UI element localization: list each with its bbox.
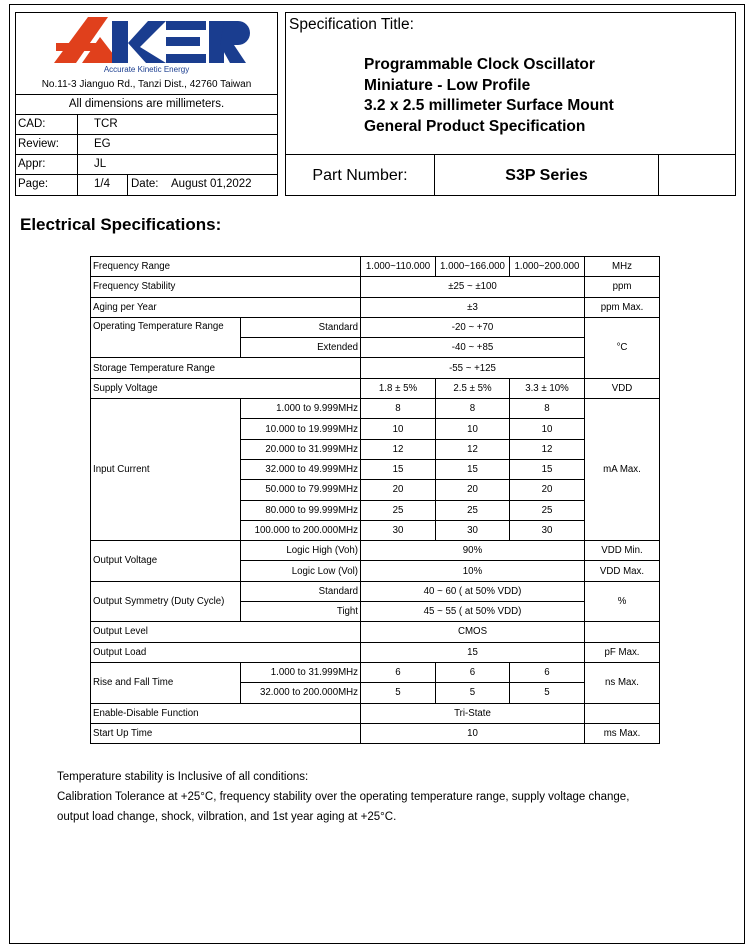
company-logo bbox=[16, 13, 277, 93]
page-date-row bbox=[16, 174, 277, 195]
title-line-1: Programmable Clock Oscillator bbox=[364, 56, 595, 73]
table-row bbox=[91, 358, 660, 378]
cad-value: TCR bbox=[94, 118, 118, 130]
param-label: Enable-Disable Function bbox=[91, 703, 361, 723]
cell-unit: mA Max. bbox=[585, 399, 660, 541]
table-row bbox=[91, 622, 660, 642]
cell-value: 1.000~166.000 bbox=[436, 257, 510, 277]
cell-value: 20 bbox=[436, 480, 510, 500]
cell-value: -40 ~ +85 bbox=[361, 338, 585, 358]
spec-title-box bbox=[285, 12, 736, 196]
table-row bbox=[91, 703, 660, 723]
cell-value: 90% bbox=[361, 541, 585, 561]
cell-value: 12 bbox=[436, 439, 510, 459]
sub-label: 32.000 to 200.000MHz bbox=[241, 683, 361, 703]
sub-label: Extended bbox=[241, 338, 361, 358]
table-row bbox=[91, 642, 660, 662]
sub-label: Logic High (Voh) bbox=[241, 541, 361, 561]
cell-value: ±25 ~ ±100 bbox=[361, 277, 585, 297]
cell-unit: MHz bbox=[585, 257, 660, 277]
cell-value: 25 bbox=[510, 500, 585, 520]
cell-value: -20 ~ +70 bbox=[361, 317, 585, 337]
cell-unit bbox=[585, 703, 660, 723]
cell-value: 15 bbox=[436, 459, 510, 479]
review-label: Review: bbox=[18, 138, 59, 150]
cell-value: 15 bbox=[361, 459, 436, 479]
cell-unit: ppm Max. bbox=[585, 297, 660, 317]
cell-value: 10 bbox=[510, 419, 585, 439]
cell-unit: ns Max. bbox=[585, 662, 660, 703]
param-label: Start Up Time bbox=[91, 723, 361, 743]
sub-label: 1.000 to 9.999MHz bbox=[241, 399, 361, 419]
spec-title bbox=[364, 55, 614, 137]
cell-value: 10 bbox=[361, 723, 585, 743]
param-label: Frequency Stability bbox=[91, 277, 361, 297]
cell-value: 45 ~ 55 ( at 50% VDD) bbox=[361, 602, 585, 622]
note-line-3: output load change, shock, vilbration, and 1st year aging at +25°C. bbox=[57, 811, 397, 823]
aker-logo-icon bbox=[16, 13, 277, 68]
dimensions-note: All dimensions are millimeters. bbox=[68, 98, 225, 110]
page-value: 1/4 bbox=[94, 178, 110, 190]
title-line-3: 3.2 x 2.5 millimeter Surface Mount bbox=[364, 97, 614, 114]
cad-row bbox=[16, 114, 277, 134]
param-label: Operating Temperature Range bbox=[91, 317, 241, 358]
sub-label: 50.000 to 79.999MHz bbox=[241, 480, 361, 500]
sub-label: 1.000 to 31.999MHz bbox=[241, 662, 361, 682]
table-row bbox=[91, 297, 660, 317]
cell-unit: VDD Min. bbox=[585, 541, 660, 561]
param-label: Output Load bbox=[91, 642, 361, 662]
cell-value: 8 bbox=[510, 399, 585, 419]
cell-value: 25 bbox=[436, 500, 510, 520]
cell-value: 5 bbox=[510, 683, 585, 703]
cell-value: 10 bbox=[436, 419, 510, 439]
company-address: No.11-3 Jianguo Rd., Tanzi Dist., 42760 Taiwan bbox=[41, 79, 252, 90]
sub-label: 10.000 to 19.999MHz bbox=[241, 419, 361, 439]
cell-value: 5 bbox=[361, 683, 436, 703]
sub-label: Logic Low (Vol) bbox=[241, 561, 361, 581]
note-line-2: Calibration Tolerance at +25°C, frequency stability over the operating temperature range, supply voltage change, bbox=[57, 791, 630, 803]
part-number-value: S3P Series bbox=[435, 155, 659, 196]
cell-unit: ppm bbox=[585, 277, 660, 297]
page-label: Page: bbox=[18, 178, 49, 190]
table-row bbox=[91, 378, 660, 398]
section-title: Electrical Specifications: bbox=[20, 215, 222, 234]
table-row bbox=[91, 257, 660, 277]
cell-value: 25 bbox=[361, 500, 436, 520]
cell-value: 12 bbox=[361, 439, 436, 459]
sub-label: Standard bbox=[241, 581, 361, 601]
cell-value: 20 bbox=[510, 480, 585, 500]
table-row bbox=[91, 662, 660, 682]
cell-unit: VDD Max. bbox=[585, 561, 660, 581]
appr-label: Appr: bbox=[18, 158, 46, 170]
date-label: Date: bbox=[131, 178, 159, 190]
param-label: Frequency Range bbox=[91, 257, 361, 277]
cell-value: 10% bbox=[361, 561, 585, 581]
cell-unit: pF Max. bbox=[585, 642, 660, 662]
table-row bbox=[91, 723, 660, 743]
company-tagline: Accurate Kinetic Energy bbox=[103, 65, 190, 74]
note-line-1: Temperature stability is Inclusive of all conditions: bbox=[57, 771, 309, 783]
param-label: Rise and Fall Time bbox=[91, 662, 241, 703]
cell-value: 30 bbox=[361, 520, 436, 540]
cell-value: 8 bbox=[436, 399, 510, 419]
table-row bbox=[91, 317, 660, 337]
cell-value: 3.3 ± 10% bbox=[510, 378, 585, 398]
cell-value: ±3 bbox=[361, 297, 585, 317]
cell-value: -55 ~ +125 bbox=[361, 358, 585, 378]
cell-unit bbox=[585, 622, 660, 642]
param-label: Aging per Year bbox=[91, 297, 361, 317]
dimensions-note-row bbox=[16, 94, 277, 114]
sub-label: Standard bbox=[241, 317, 361, 337]
title-line-4: General Product Specification bbox=[364, 117, 586, 135]
sub-label: 80.000 to 99.999MHz bbox=[241, 500, 361, 520]
cell-unit: °C bbox=[585, 317, 660, 378]
spec-title-label: Specification Title: bbox=[289, 16, 414, 33]
cell-unit: ms Max. bbox=[585, 723, 660, 743]
param-label: Output Level bbox=[91, 622, 361, 642]
cell-value: 20 bbox=[361, 480, 436, 500]
title-line-2: Miniature - Low Profile bbox=[364, 76, 531, 94]
param-label: Supply Voltage bbox=[91, 378, 361, 398]
cell-unit: VDD bbox=[585, 378, 660, 398]
table-row bbox=[91, 581, 660, 601]
cell-value: 6 bbox=[510, 662, 585, 682]
cell-value: 30 bbox=[510, 520, 585, 540]
cell-value: 2.5 ± 5% bbox=[436, 378, 510, 398]
cell-value: 10 bbox=[361, 419, 436, 439]
cell-value: 8 bbox=[361, 399, 436, 419]
cell-value: 12 bbox=[510, 439, 585, 459]
notes bbox=[57, 767, 629, 827]
review-row bbox=[16, 134, 277, 154]
cell-value: 15 bbox=[510, 459, 585, 479]
appr-value: JL bbox=[94, 158, 107, 170]
cell-value: 1.8 ± 5% bbox=[361, 378, 436, 398]
cell-value: Tri-State bbox=[361, 703, 585, 723]
cell-value: 40 ~ 60 ( at 50% VDD) bbox=[361, 581, 585, 601]
cell-value: 5 bbox=[436, 683, 510, 703]
cad-label: CAD: bbox=[18, 118, 46, 130]
appr-row bbox=[16, 154, 277, 174]
cell-value: 6 bbox=[436, 662, 510, 682]
sub-label: 32.000 to 49.999MHz bbox=[241, 459, 361, 479]
header-info-box bbox=[15, 12, 278, 196]
cell-value: 6 bbox=[361, 662, 436, 682]
param-label: Input Current bbox=[91, 399, 241, 541]
review-value: EG bbox=[94, 138, 111, 150]
table-row bbox=[91, 541, 660, 561]
table-row bbox=[91, 277, 660, 297]
param-label: Storage Temperature Range bbox=[91, 358, 361, 378]
cell-value: CMOS bbox=[361, 622, 585, 642]
cell-value: 30 bbox=[436, 520, 510, 540]
cell-value: 1.000~200.000 bbox=[510, 257, 585, 277]
part-number-label: Part Number: bbox=[286, 155, 435, 196]
part-number-row bbox=[286, 154, 735, 196]
sub-label: 20.000 to 31.999MHz bbox=[241, 439, 361, 459]
table-row bbox=[91, 399, 660, 419]
sub-label: 100.000 to 200.000MHz bbox=[241, 520, 361, 540]
cell-unit: % bbox=[585, 581, 660, 622]
cell-value: 15 bbox=[361, 642, 585, 662]
param-label: Output Symmetry (Duty Cycle) bbox=[91, 581, 241, 622]
date-value: August 01,2022 bbox=[171, 178, 252, 190]
electrical-spec-table bbox=[90, 256, 660, 744]
param-label: Output Voltage bbox=[91, 541, 241, 582]
cell-value: 1.000~110.000 bbox=[361, 257, 436, 277]
sub-label: Tight bbox=[241, 602, 361, 622]
